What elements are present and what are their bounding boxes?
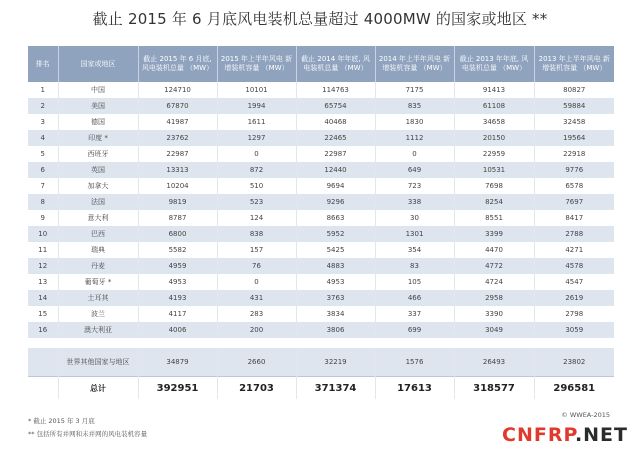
- cell-rank: 6: [28, 162, 58, 178]
- wind-capacity-table: [28, 46, 614, 399]
- cell-new-2014-h1: 649: [375, 162, 454, 178]
- cell-total-2015-06: 22987: [138, 146, 217, 162]
- footnotes: [28, 415, 147, 441]
- cell-total-2013: 8551: [454, 210, 534, 226]
- cell-new-2014-h1: 699: [375, 322, 454, 338]
- cell-total-2014: 8663: [296, 210, 375, 226]
- cell-new-2014-h1: 83: [375, 258, 454, 274]
- total-rank: [28, 377, 58, 400]
- table-row: [28, 162, 614, 178]
- spacer-cell: [28, 338, 614, 348]
- cell-total-2014: 65754: [296, 98, 375, 114]
- cell-total-2013: 3390: [454, 306, 534, 322]
- cell-total-2013: 22959: [454, 146, 534, 162]
- cell-new-2014-h1: 105: [375, 274, 454, 290]
- cell-country: 中国: [58, 82, 138, 98]
- table-row: [28, 194, 614, 210]
- cell-total-2015-06: 8787: [138, 210, 217, 226]
- cell-new-2013-h1: 4547: [534, 274, 614, 290]
- header-total-2013: 截止 2013 年年底, 风电装机总量 （MW）: [454, 46, 534, 82]
- cell-total-2013: 7698: [454, 178, 534, 194]
- table-row: [28, 242, 614, 258]
- cell-rank: 3: [28, 114, 58, 130]
- total-cell: 21703: [217, 377, 296, 400]
- table-row: [28, 98, 614, 114]
- cell-total-2014: 9694: [296, 178, 375, 194]
- table-row: [28, 306, 614, 322]
- cell-new-2013-h1: 32458: [534, 114, 614, 130]
- cell-total-2015-06: 4953: [138, 274, 217, 290]
- cell-country: 印度 *: [58, 130, 138, 146]
- other-cell: 1576: [375, 348, 454, 377]
- total-cell: 17613: [375, 377, 454, 400]
- header-new-2014-h1: 2014 年上半年风电 新增装机容量 （MW）: [375, 46, 454, 82]
- table-row: [28, 290, 614, 306]
- table-row: [28, 114, 614, 130]
- cell-rank: 1: [28, 82, 58, 98]
- table-row: [28, 210, 614, 226]
- other-label: 世界其他国家与地区: [58, 348, 138, 377]
- cell-new-2015-h1: 283: [217, 306, 296, 322]
- table-row: [28, 322, 614, 338]
- cell-new-2015-h1: 200: [217, 322, 296, 338]
- cell-new-2015-h1: 76: [217, 258, 296, 274]
- cell-total-2014: 114763: [296, 82, 375, 98]
- cell-country: 法国: [58, 194, 138, 210]
- cell-total-2014: 3763: [296, 290, 375, 306]
- cell-new-2014-h1: 466: [375, 290, 454, 306]
- cell-new-2014-h1: 723: [375, 178, 454, 194]
- total-row: [28, 377, 614, 400]
- cell-country: 德国: [58, 114, 138, 130]
- watermark-part1: CNFRP: [502, 424, 575, 446]
- table-row: [28, 130, 614, 146]
- cell-rank: 11: [28, 242, 58, 258]
- cell-new-2015-h1: 124: [217, 210, 296, 226]
- table-row: [28, 274, 614, 290]
- cell-new-2013-h1: 59884: [534, 98, 614, 114]
- cell-rank: 7: [28, 178, 58, 194]
- cell-total-2014: 4883: [296, 258, 375, 274]
- cell-new-2013-h1: 4271: [534, 242, 614, 258]
- spacer-row: [28, 338, 614, 348]
- cell-total-2014: 12440: [296, 162, 375, 178]
- cell-total-2015-06: 10204: [138, 178, 217, 194]
- header-country: 国家或地区: [58, 46, 138, 82]
- cell-total-2013: 4724: [454, 274, 534, 290]
- cell-total-2013: 2958: [454, 290, 534, 306]
- cell-new-2013-h1: 80827: [534, 82, 614, 98]
- cell-country: 土耳其: [58, 290, 138, 306]
- cell-new-2014-h1: 1112: [375, 130, 454, 146]
- cell-total-2013: 3049: [454, 322, 534, 338]
- cell-total-2015-06: 4193: [138, 290, 217, 306]
- cell-new-2015-h1: 0: [217, 146, 296, 162]
- cell-total-2015-06: 9819: [138, 194, 217, 210]
- cell-new-2013-h1: 6578: [534, 178, 614, 194]
- cell-total-2014: 5425: [296, 242, 375, 258]
- footnote-2: ** 包括所有并网和未并网的风电装机容量: [28, 430, 148, 438]
- cell-new-2015-h1: 1297: [217, 130, 296, 146]
- header-rank: 排名: [28, 46, 58, 82]
- cell-new-2013-h1: 22918: [534, 146, 614, 162]
- total-cell: 296581: [534, 377, 614, 400]
- cell-rank: 15: [28, 306, 58, 322]
- cell-new-2015-h1: 10101: [217, 82, 296, 98]
- cell-new-2014-h1: 337: [375, 306, 454, 322]
- cell-country: 丹麦: [58, 258, 138, 274]
- cell-total-2014: 5952: [296, 226, 375, 242]
- cell-new-2015-h1: 523: [217, 194, 296, 210]
- cell-total-2015-06: 4006: [138, 322, 217, 338]
- other-cell: 23802: [534, 348, 614, 377]
- cell-total-2015-06: 67870: [138, 98, 217, 114]
- table-row: [28, 82, 614, 98]
- header-total-2014: 截止 2014 年年底, 风电装机总量 （MW）: [296, 46, 375, 82]
- cell-new-2014-h1: 1830: [375, 114, 454, 130]
- cell-new-2015-h1: 1611: [217, 114, 296, 130]
- cell-new-2015-h1: 510: [217, 178, 296, 194]
- cell-rank: 9: [28, 210, 58, 226]
- footnote-1: * 截止 2015 年 3 月底: [28, 417, 95, 425]
- cell-new-2014-h1: 7175: [375, 82, 454, 98]
- cell-total-2015-06: 23762: [138, 130, 217, 146]
- cell-total-2014: 3806: [296, 322, 375, 338]
- cell-new-2013-h1: 8417: [534, 210, 614, 226]
- other-cell: 2660: [217, 348, 296, 377]
- cell-total-2013: 4470: [454, 242, 534, 258]
- other-rank: [28, 348, 58, 377]
- cell-new-2014-h1: 30: [375, 210, 454, 226]
- total-cell: 318577: [454, 377, 534, 400]
- table-row: [28, 258, 614, 274]
- cell-country: 西班牙: [58, 146, 138, 162]
- cell-total-2015-06: 5582: [138, 242, 217, 258]
- cell-total-2015-06: 4959: [138, 258, 217, 274]
- total-label: 总计: [58, 377, 138, 400]
- cell-total-2014: 40468: [296, 114, 375, 130]
- header-new-2015-h1: 2015 年上半年风电 新增装机容量 （MW）: [217, 46, 296, 82]
- cell-total-2013: 3399: [454, 226, 534, 242]
- cell-new-2014-h1: 354: [375, 242, 454, 258]
- table-row: [28, 146, 614, 162]
- cell-rank: 12: [28, 258, 58, 274]
- cell-new-2014-h1: 0: [375, 146, 454, 162]
- cell-total-2013: 8254: [454, 194, 534, 210]
- cell-new-2013-h1: 9776: [534, 162, 614, 178]
- cell-total-2015-06: 6800: [138, 226, 217, 242]
- cell-rank: 16: [28, 322, 58, 338]
- cell-total-2014: 22465: [296, 130, 375, 146]
- cell-country: 巴西: [58, 226, 138, 242]
- cell-country: 澳大利亚: [58, 322, 138, 338]
- copyright-credit: © WWEA-2015: [561, 411, 610, 419]
- cell-total-2014: 3834: [296, 306, 375, 322]
- cell-country: 波兰: [58, 306, 138, 322]
- cell-rank: 2: [28, 98, 58, 114]
- cell-new-2013-h1: 2788: [534, 226, 614, 242]
- table-row: [28, 178, 614, 194]
- cell-new-2015-h1: 872: [217, 162, 296, 178]
- cell-total-2014: 22987: [296, 146, 375, 162]
- cell-total-2013: 34658: [454, 114, 534, 130]
- cell-rank: 14: [28, 290, 58, 306]
- cell-new-2015-h1: 157: [217, 242, 296, 258]
- cell-country: 美国: [58, 98, 138, 114]
- total-cell: 371374: [296, 377, 375, 400]
- cell-rank: 5: [28, 146, 58, 162]
- other-row: [28, 348, 614, 377]
- cell-total-2013: 4772: [454, 258, 534, 274]
- cell-new-2013-h1: 19564: [534, 130, 614, 146]
- cell-total-2014: 4953: [296, 274, 375, 290]
- other-cell: 26493: [454, 348, 534, 377]
- header-total-2015-06: 截止 2015 年 6 月底, 风电装机总量 （MW）: [138, 46, 217, 82]
- cell-total-2015-06: 124710: [138, 82, 217, 98]
- cell-country: 英国: [58, 162, 138, 178]
- header-new-2013-h1: 2013 年上半年风电 新增装机容量 （MW）: [534, 46, 614, 82]
- cell-new-2015-h1: 431: [217, 290, 296, 306]
- cell-total-2013: 61108: [454, 98, 534, 114]
- site-watermark: [502, 424, 628, 446]
- cell-rank: 4: [28, 130, 58, 146]
- cell-new-2015-h1: 838: [217, 226, 296, 242]
- cell-new-2013-h1: 7697: [534, 194, 614, 210]
- cell-new-2013-h1: 3059: [534, 322, 614, 338]
- cell-rank: 13: [28, 274, 58, 290]
- cell-total-2013: 20150: [454, 130, 534, 146]
- cell-total-2014: 9296: [296, 194, 375, 210]
- watermark-part2: .NET: [574, 424, 628, 446]
- cell-rank: 10: [28, 226, 58, 242]
- cell-total-2015-06: 41987: [138, 114, 217, 130]
- cell-country: 瑞典: [58, 242, 138, 258]
- other-cell: 34879: [138, 348, 217, 377]
- cell-new-2015-h1: 0: [217, 274, 296, 290]
- cell-total-2015-06: 4117: [138, 306, 217, 322]
- cell-total-2013: 91413: [454, 82, 534, 98]
- other-cell: 32219: [296, 348, 375, 377]
- cell-new-2013-h1: 2619: [534, 290, 614, 306]
- cell-new-2014-h1: 835: [375, 98, 454, 114]
- header-row: [28, 46, 614, 82]
- cell-new-2014-h1: 1301: [375, 226, 454, 242]
- cell-new-2014-h1: 338: [375, 194, 454, 210]
- cell-country: 加拿大: [58, 178, 138, 194]
- cell-country: 意大利: [58, 210, 138, 226]
- cell-rank: 8: [28, 194, 58, 210]
- total-cell: 392951: [138, 377, 217, 400]
- cell-new-2015-h1: 1994: [217, 98, 296, 114]
- cell-country: 葡萄牙 *: [58, 274, 138, 290]
- table-title: 截止 2015 年 6 月底风电装机总量超过 4000MW 的国家或地区 **: [92, 10, 548, 28]
- cell-new-2013-h1: 2798: [534, 306, 614, 322]
- cell-total-2013: 10531: [454, 162, 534, 178]
- cell-total-2015-06: 13313: [138, 162, 217, 178]
- table-row: [28, 226, 614, 242]
- cell-new-2013-h1: 4578: [534, 258, 614, 274]
